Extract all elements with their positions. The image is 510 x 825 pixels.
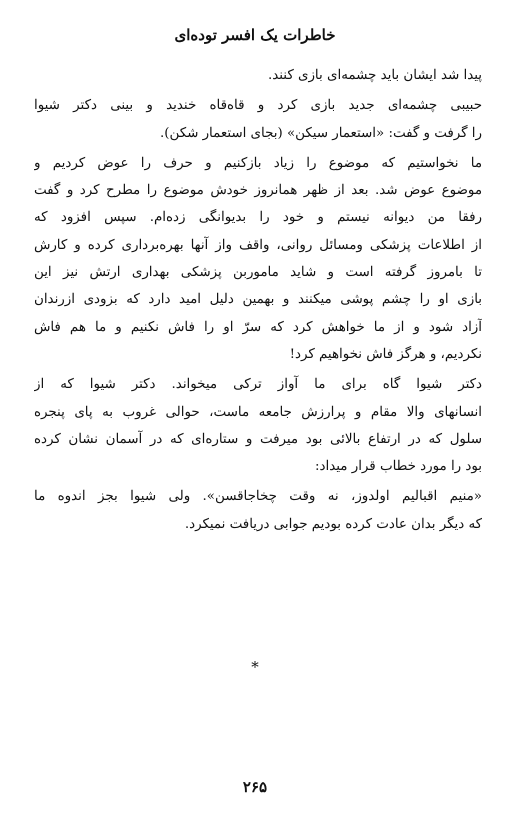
page-number: ۲۶۵ <box>242 778 268 796</box>
running-head: خاطرات یک افسر توده‌ای <box>174 26 336 44</box>
text-line: که دیگر بدان عادت کرده بودیم جوابی دریافت نمیکرد. <box>184 516 482 532</box>
text-line: آزاد شود و از ما خواهش کرد که سرّ او را فاش نکنیم و ما هم فاش <box>34 319 482 335</box>
section-ornament: * <box>251 658 259 676</box>
paragraph <box>34 371 482 480</box>
text-line: سلول که در ارتفاع بالائی بود میرفت و ستاره‌ای که در آسمان نشان کرده <box>34 431 482 447</box>
text-line: نکردیم، و هرگز فاش نخواهیم کرد! <box>289 346 482 362</box>
text-line: دکتر شیوا گاه برای ما آواز ترکی میخواند. دکتر شیوا که از <box>34 377 482 393</box>
paragraph <box>34 92 482 147</box>
body-text <box>34 62 482 538</box>
text-line: تا بامروز گرفته است و شاید ماموربن پزشکی بهداری ارتش نیز این <box>34 265 482 281</box>
paragraph <box>34 483 482 538</box>
paragraph <box>34 62 482 89</box>
text-line: پیدا شد ایشان باید چشمه‌ای بازی کنند. <box>267 68 482 83</box>
text-line: «منیم اقبالیم اولدوز، نه وقت چخاجاقسن». ولی شیوا بجز اندوه ما <box>34 489 482 505</box>
text-line: بود را مورد خطاب قرار میداد: <box>315 459 482 475</box>
text-line: انسانهای والا مقام و پرارزش جامعه ماست، حوالی غروب به پای پنجره <box>34 404 482 420</box>
text-line: بازی او را چشم پوشی میکنند و بهمین دلیل امید دارد که بزودی ازرندان <box>34 292 482 308</box>
text-line: حبیبی چشمه‌ای جدید بازی کرد و قاه‌قاه خندید و بینی دکتر شیوا <box>34 98 482 114</box>
text-line: از اطلاعات پزشکی ومسائل روانی، واقف واز آنها بهره‌برداری کرده و کارش <box>34 237 482 253</box>
text-line: را گرفت و گفت: «استعمار سیکن» (بجای استعمار شکن). <box>160 125 482 141</box>
text-line: ما نخواستیم که موضوع را زیاد بازکنیم و حرف را عوض کردیم و <box>34 155 482 171</box>
text-line: رفقا من دیوانه نیستم و خود را بدیوانگی زده‌ام. سپس افزود که <box>34 210 482 226</box>
text-line: موضوع عوض شد. بعد از ظهر همانروز خودش موضوع را مطرح کرد و گفت <box>34 183 482 199</box>
paragraph <box>34 150 482 368</box>
